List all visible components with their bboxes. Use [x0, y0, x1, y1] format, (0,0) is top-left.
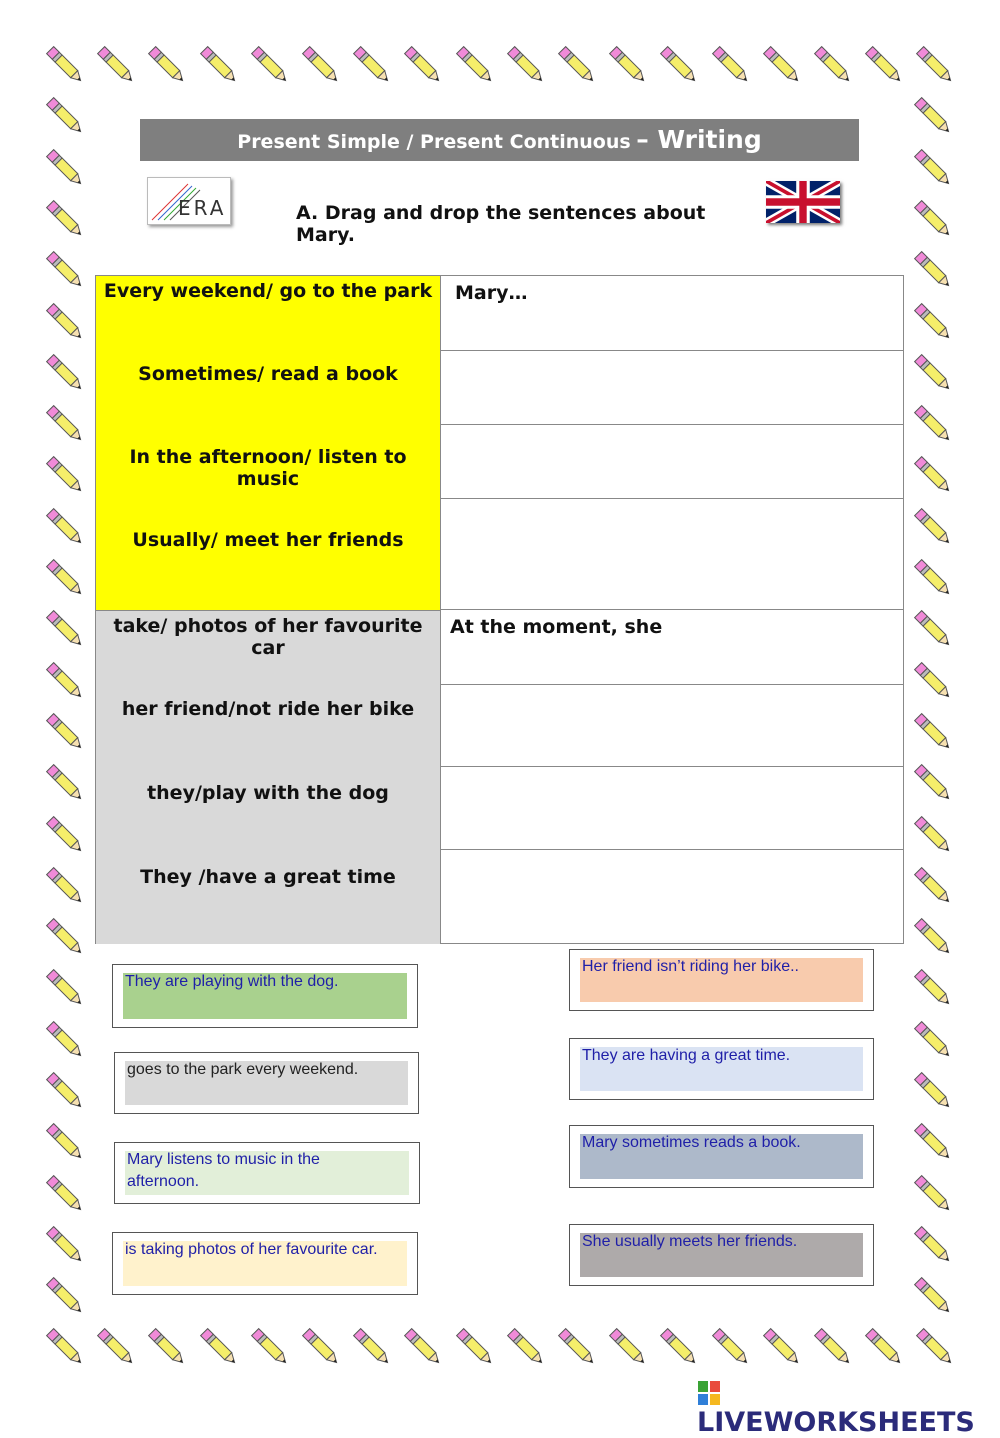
- present-simple-prompts: [96, 276, 440, 610]
- card-text: She usually meets her friends.: [582, 1233, 798, 1250]
- pencil-icon: [450, 40, 500, 90]
- answer-label-mary: Mary…: [455, 282, 528, 304]
- pencil-icon: [40, 656, 90, 706]
- pencil-icon: [347, 1322, 397, 1372]
- pencil-icon: [91, 40, 141, 90]
- pencil-icon: [40, 1117, 90, 1167]
- title-main: Present Simple / Present Continuous: [237, 131, 631, 153]
- card-text: Her friend isn’t riding her bike..: [582, 958, 799, 975]
- pencil-icon: [603, 40, 653, 90]
- drop-zone[interactable]: [441, 610, 904, 685]
- uk-flag-icon: [766, 181, 840, 223]
- pencil-icon: [908, 502, 958, 552]
- pencil-icon: [908, 656, 958, 706]
- pencil-icon: [40, 450, 90, 500]
- pencil-icon: [40, 348, 90, 398]
- pencil-icon: [908, 348, 958, 398]
- pencil-icon: [706, 1322, 756, 1372]
- pencil-icon: [908, 1169, 958, 1219]
- pencil-icon: [40, 1322, 90, 1372]
- brand-name: LIVEWORKSHEETS: [697, 1407, 975, 1438]
- pencil-icon: [40, 861, 90, 911]
- page-title: [140, 119, 859, 161]
- pencil-icon: [245, 40, 295, 90]
- prompt-sometimes: Sometimes/ read a book: [138, 363, 398, 385]
- pencil-icon: [908, 245, 958, 295]
- pencil-icon: [501, 1322, 551, 1372]
- pencil-icon: [908, 810, 958, 860]
- pencil-icon: [859, 40, 909, 90]
- pencil-icon: [908, 1117, 958, 1167]
- drop-zone[interactable]: [441, 850, 904, 943]
- pencil-icon: [40, 194, 90, 244]
- pencil-icon: [908, 143, 958, 193]
- liveworksheets-logo-icon: [697, 1379, 721, 1407]
- pencil-icon: [245, 1322, 295, 1372]
- pencil-icon: [808, 1322, 858, 1372]
- drop-zone[interactable]: [441, 276, 904, 351]
- pencil-icon: [40, 143, 90, 193]
- drop-zone[interactable]: [441, 425, 904, 499]
- pencil-icon: [859, 1322, 909, 1372]
- drag-card-listens-music[interactable]: [114, 1142, 420, 1204]
- pencil-icon: [757, 1322, 807, 1372]
- pencil-icon: [908, 91, 958, 141]
- pencil-icon: [40, 40, 90, 90]
- pencil-icon: [450, 1322, 500, 1372]
- pencil-icon: [908, 861, 958, 911]
- pencil-icon: [908, 399, 958, 449]
- pencil-icon: [142, 1322, 192, 1372]
- present-continuous-prompts: [96, 610, 440, 944]
- card-text: is taking photos of her favourite car.: [125, 1241, 378, 1258]
- pencil-icon: [908, 912, 958, 962]
- pencil-icon: [40, 91, 90, 141]
- pencil-icon: [40, 1169, 90, 1219]
- card-text: goes to the park every weekend.: [127, 1061, 359, 1078]
- pencil-icon: [552, 1322, 602, 1372]
- drop-zone[interactable]: [441, 351, 904, 425]
- pencil-icon: [908, 297, 958, 347]
- pencil-icon: [40, 758, 90, 808]
- answer-label-at-the-moment: At the moment, she: [450, 616, 663, 638]
- drag-card-taking-photos[interactable]: [112, 1232, 418, 1295]
- pencil-icon: [40, 399, 90, 449]
- pencil-icon: [347, 40, 397, 90]
- card-text: They are having a great time.: [582, 1047, 791, 1064]
- prompt-afternoon: In the afternoon/ listen to music: [129, 446, 407, 490]
- pencil-icon: [908, 194, 958, 244]
- pencil-icon: [908, 1271, 958, 1321]
- drop-zone[interactable]: [441, 767, 904, 850]
- prompt-every-weekend: Every weekend/ go to the park: [103, 280, 433, 302]
- pencil-icon: [40, 1271, 90, 1321]
- pencil-icon: [808, 40, 858, 90]
- pencil-icon: [908, 604, 958, 654]
- card-text: Mary listens to music in the afternoon.: [127, 1151, 320, 1190]
- drag-card-meets-friends[interactable]: [569, 1224, 874, 1286]
- drop-zone[interactable]: [441, 499, 904, 610]
- pencil-icon: [654, 40, 704, 90]
- title-writing: – Writing: [636, 125, 762, 154]
- pencil-icon: [398, 1322, 448, 1372]
- pencil-icon: [908, 553, 958, 603]
- pencil-icon: [91, 1322, 141, 1372]
- drag-card-playing-dog[interactable]: [112, 964, 418, 1028]
- pencil-icon: [40, 1015, 90, 1065]
- pencil-icon: [40, 502, 90, 552]
- drag-card-having-great-time[interactable]: [569, 1038, 874, 1100]
- pencil-icon: [757, 40, 807, 90]
- exercise-table: [95, 275, 904, 944]
- card-text: They are playing with the dog.: [125, 973, 339, 990]
- pencil-icon: [908, 1015, 958, 1065]
- prompt-play-dog: they/play with the dog: [147, 782, 389, 804]
- pencil-icon: [398, 40, 448, 90]
- pencil-icon: [194, 1322, 244, 1372]
- pencil-icon: [296, 1322, 346, 1372]
- pencil-icon: [908, 1220, 958, 1270]
- pencil-icon: [142, 40, 192, 90]
- prompt-not-ride-bike: her friend/not ride her bike: [121, 698, 415, 720]
- pencil-icon: [40, 963, 90, 1013]
- pencil-icon: [910, 1322, 960, 1372]
- drag-card-goes-park[interactable]: [114, 1052, 419, 1114]
- pencil-icon: [296, 40, 346, 90]
- answer-column: [440, 276, 904, 943]
- pencil-icon: [40, 1066, 90, 1116]
- pencil-icon: [910, 40, 960, 90]
- pencil-icon: [552, 40, 602, 90]
- pencil-icon: [908, 707, 958, 757]
- pencil-icon: [40, 810, 90, 860]
- pencil-icon: [501, 40, 551, 90]
- liveworksheets-brand[interactable]: [697, 1376, 1000, 1438]
- drag-card-not-riding-bike[interactable]: [569, 949, 874, 1011]
- prompt-take-photos: take/ photos of her favourite car: [113, 615, 423, 659]
- pencil-icon: [40, 912, 90, 962]
- pencil-icon: [40, 1220, 90, 1270]
- pencil-icon: [194, 40, 244, 90]
- prompt-great-time: They /have a great time: [140, 866, 396, 888]
- pencil-icon: [40, 707, 90, 757]
- pencil-icon: [40, 245, 90, 295]
- pencil-icon: [654, 1322, 704, 1372]
- pencil-icon: [40, 297, 90, 347]
- prompt-usually: Usually/ meet her friends: [132, 529, 404, 551]
- pencil-icon: [706, 40, 756, 90]
- pencil-icon: [908, 963, 958, 1013]
- drag-card-reads-book[interactable]: [569, 1125, 874, 1188]
- pencil-icon: [40, 604, 90, 654]
- drop-zone[interactable]: [441, 685, 904, 767]
- card-text: Mary sometimes reads a book.: [582, 1134, 801, 1151]
- author-logo: [147, 177, 231, 225]
- pencil-icon: [908, 758, 958, 808]
- pencil-icon: [908, 450, 958, 500]
- pencil-icon: [40, 553, 90, 603]
- pencil-icon: [908, 1066, 958, 1116]
- logo-text: ERA: [178, 196, 227, 220]
- pencil-icon: [603, 1322, 653, 1372]
- instruction: A. Drag and drop the sentences about Mary.: [296, 202, 706, 246]
